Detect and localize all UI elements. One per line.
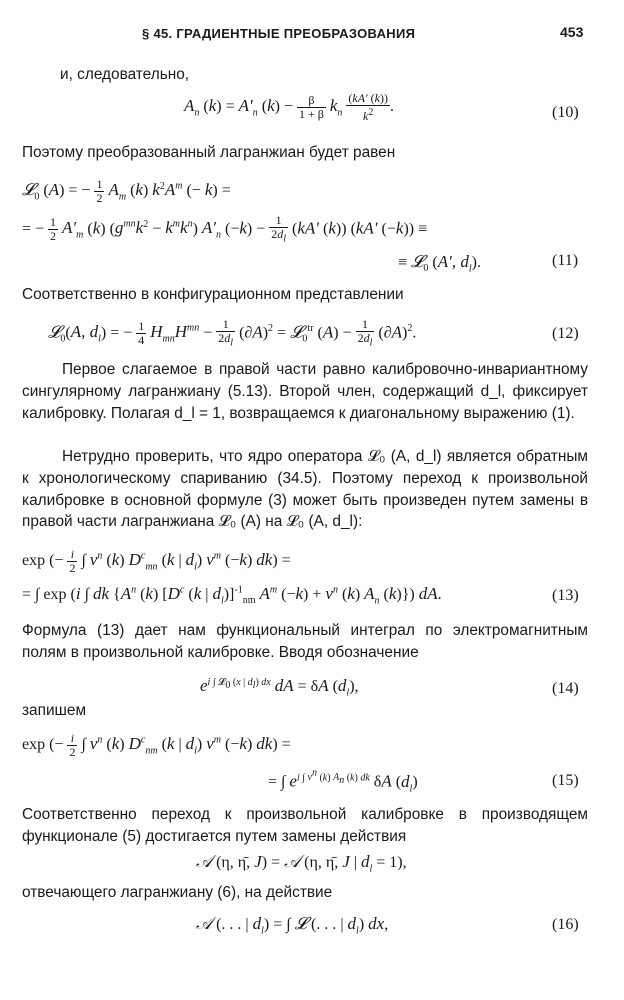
equation-action-substitution: 𝒜 (η, η̄, J) = 𝒜 (η, η̄, J | $d_l = 1$), [196,852,407,875]
equation-12: 𝓛$_0$(A, $d_l$) = − $\frac{1}{4}$ $H_{mn}H^{mn}$ − $\frac{1}{2d_l}$ $(\partial A)^2$ = 𝓛$_0^{tr}$ (A) − $\frac{1}{2d_l}$ $(\partial A)^2$. [48,317,417,349]
equation-15-line-2: = ∫ $e^{i \int \nu^n (k) A_n (k) dk}$ δA $(d_l)$ [268,768,418,795]
equation-number-16: (16) [552,916,579,933]
equation-16: 𝒜 (. . . | $d_l$) = ∫ 𝓛 (. . . | $d_l$) dx, [196,914,389,937]
equation-number-10: (10) [552,104,579,121]
equation-11-line-3: ≡ 𝓛$_0$ (A′, $d_l$). [398,252,481,275]
equation-15-line-1: exp (− $\frac{i}{2}$ ∫ $\nu^n$ (k) $D^c_{nm}$ (k | $d_l$) $\nu^m$ (−k) dk) = [22,731,291,759]
paragraph-operator-kernel: Нетрудно проверить, что ядро оператора 𝓛₀ (A, d_l) является обратным к хронологическому спариванию (34.5). Поэтому переход к произвольной калибровке в основной формуле (3) может быть произведен путем замены в правой части лагранжиана 𝓛₀ (A) на 𝓛₀ (A, d_l): [22,448,588,531]
running-header: § 45. ГРАДИЕНТНЫЕ ПРЕОБРАЗОВАНИЯ [142,26,416,41]
equation-number-12: (12) [552,325,579,342]
equation-10: $A_n$ $(k) = A'_n$ (k) − $\frac{\beta}{1 + \beta}$ $k_n$ $\frac{(kA' (k))}{k^2}$ . [184,91,394,123]
config-text: Соответственно в конфигурационном представлении [22,286,404,303]
lagrangian-text: Поэтому преобразованный лагранжиан будет равен [22,144,396,161]
equation-13-line-2: = ∫ exp (i ∫ dk {$A^n$ (k) [$D^c$ (k | $d_l)]^{-1}_{nm}$ $A^m$ $(-k) + \nu^n$ (k) $A_n$ (k)}) dA. [22,584,442,607]
equation-11-line-2: = − $\frac{1}{2}$ $A'_m$ (k) $(g^{mn}k^2 - k^mk^n)$ $A'_n$ (−k) − $\frac{1}{2d_l}$ (kA′ (k)) (kA′ (−k)) ≡ [22,213,428,245]
equation-13-line-1: exp (− $\frac{i}{2}$ ∫ $\nu^n$ (k) $D^c_{mn}$ (k | $d_l$) $\nu^m$ (−k) dk) = [22,547,291,575]
paragraph-functional-integral: Формула (13) дает нам функциональный интеграл по электромагнитным полям в произвольной калибровке. Вводя обозначение [22,622,588,661]
intro-text: и, следовательно, [60,66,190,83]
equation-11-line-1: 𝓛$_0$ (A) = − $\frac{1}{2}$ $A_m$ (k) $k^2A^m$ (− k) = [22,177,231,205]
equation-number-14: (14) [552,680,579,697]
equation-number-15: (15) [552,772,579,789]
equation-14: $e^{i \int 𝓛_0 (x | d_l) dx}$ dA = δA $(d_l)$, [200,676,359,699]
corresponding-text: отвечающего лагранжиану (6), на действие [22,884,333,901]
paragraph-generating-functional: Соответственно переход к произвольной калибровке в производящем функционале (5) достигается путем замены действия [22,806,588,845]
page-number: 453 [560,24,584,40]
write-text: запишем [22,702,87,719]
equation-number-13: (13) [552,587,579,604]
equation-number-11: (11) [552,252,579,269]
paragraph-first-term: Первое слагаемое в правой части равно калибровочно-инвариантному сингулярному лагранжиану (5.13). Второй член, содержащий d_l, фиксирует калибровку. Полагая d_l = 1, возвращаемся к диагональному выражению (1). [22,361,588,422]
